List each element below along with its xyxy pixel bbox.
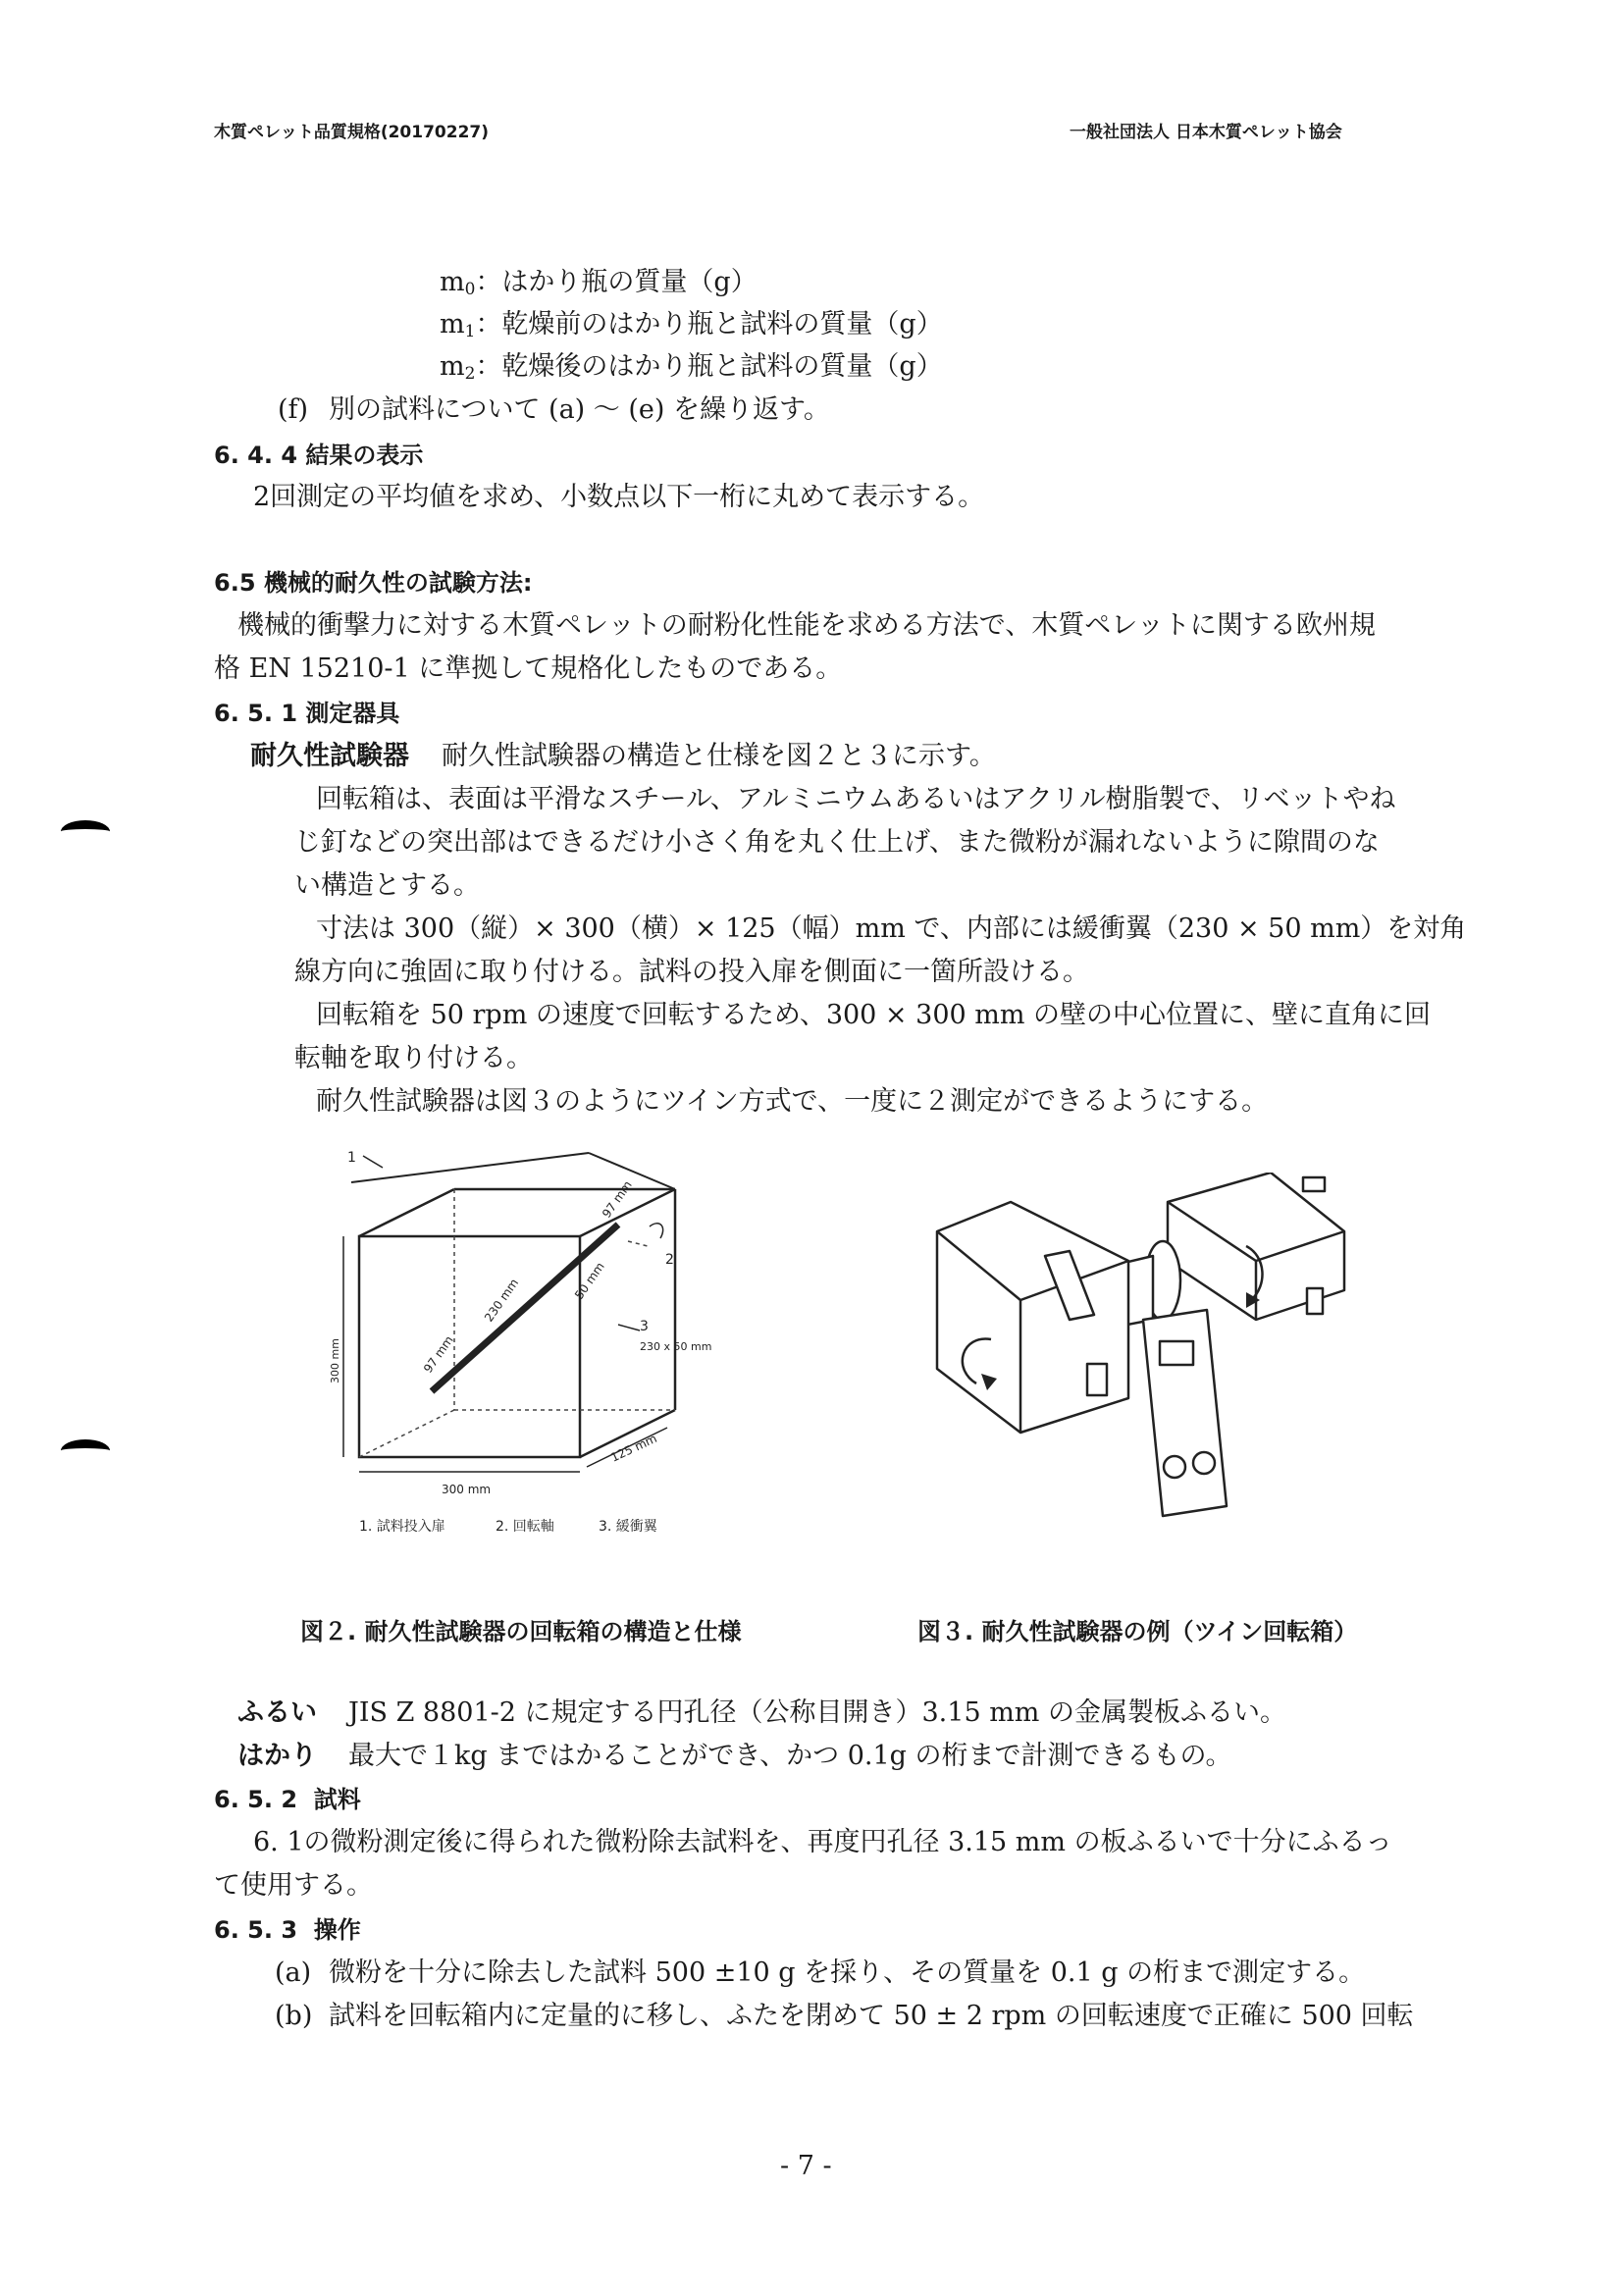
para3-line1: 回転箱を 50 rpm の速度で回転するため、300 × 300 mm の壁の中心位置に、壁に直角に回: [316, 1000, 1432, 1030]
latch: [1307, 1288, 1323, 1314]
balance-text: 最大で１kg まではかることができ、かつ 0.1g の桁まで計測できるもの。: [348, 1741, 1232, 1771]
axle-line: [628, 1241, 648, 1246]
para1-line2: じ釘などの突出部はできるだけ小さく角を丸く仕上げ、また微粉が漏れないように隙間のな: [294, 827, 1380, 858]
latch: [1087, 1364, 1107, 1395]
section-65-line2: 格 EN 15210-1 に準拠して規格化したものである。: [214, 653, 843, 684]
section-65-heading: 6.5 機械的耐久性の試験方法:: [214, 569, 533, 597]
para1-line1: 回転箱は、表面は平滑なスチール、アルミニウムあるいはアクリル樹脂製で、リベットやね: [316, 784, 1396, 814]
label-50mm: 50 mm: [571, 1259, 607, 1302]
baffle-plate: [432, 1225, 618, 1391]
section-644-body: 2回測定の平均値を求め、小数点以下一桁に丸めて表示する。: [253, 482, 985, 512]
punch-hole-mark: [61, 820, 110, 843]
figure2-caption: 図２. 耐久性試験器の回転箱の構造と仕様: [300, 1618, 742, 1645]
label-baffle-size: 230 x 50 mm: [640, 1340, 712, 1353]
section-652-heading: 6. 5. 2 試料: [214, 1786, 361, 1813]
punch-hole-mark: [61, 1439, 110, 1462]
label-230mm: 230 mm: [481, 1276, 522, 1325]
page-number: - 7 -: [780, 2151, 832, 2181]
para4-line: 耐久性試験器は図３のようにツイン方式で、一度に２測定ができるようにする。: [316, 1086, 1269, 1117]
label-3: 3: [640, 1319, 649, 1334]
para2-line2: 線方向に強固に取り付ける。試料の投入扉を側面に一箇所設ける。: [294, 957, 1089, 987]
para1-line3: い構造とする。: [294, 870, 480, 901]
legend-1: 1. 試料投入扉: [359, 1519, 445, 1535]
balance-label: はかり: [237, 1741, 317, 1771]
label-300mm: 300 mm: [442, 1483, 492, 1496]
leader-1: [363, 1156, 383, 1168]
legend-3: 3. 緩衝翼: [599, 1519, 657, 1535]
para2-line1: 寸法は 300（縦）× 300（横）× 125（幅）mm で、内部には緩衝翼（230 × 50 mm）を対角: [316, 913, 1467, 944]
step-f-label: (f): [278, 394, 309, 425]
lid-door: [351, 1153, 589, 1182]
def-m1: $m_1$：乾燥前のはかり瓶と試料の質量（g）: [440, 309, 943, 341]
left-box: [937, 1202, 1128, 1433]
section-651-heading: 6. 5. 1 測定器具: [214, 700, 400, 727]
hidden-edge: [359, 1410, 454, 1457]
def-m2: $m_2$：乾燥後のはかり瓶と試料の質量（g）: [440, 351, 943, 384]
section-65-line1: 機械的衝撃力に対する木質ペレットの耐粉化性能を求める方法で、木質ペレットに関する欧州規: [237, 610, 1376, 641]
label-97mm-bottom: 97 mm: [420, 1332, 456, 1376]
display: [1160, 1341, 1193, 1365]
knob: [1193, 1452, 1215, 1474]
legend-2: 2. 回転軸: [496, 1519, 554, 1535]
knob: [1164, 1456, 1185, 1478]
figure2-diagram: [324, 1148, 726, 1540]
sieve-text: JIS Z 8801-2 に規定する円孔径（公称目開き）3.15 mm の金属製板ふるい。: [348, 1697, 1286, 1728]
label-125mm: 125 mm: [608, 1431, 659, 1465]
section-644-heading: 6. 4. 4 結果の表示: [214, 442, 424, 469]
header-right: 一般社団法人 日本木質ペレット協会: [1070, 123, 1342, 142]
leader-3: [618, 1325, 640, 1331]
header-left: 木質ペレット品質規格(20170227): [214, 123, 489, 142]
section-653-heading: 6. 5. 3 操作: [214, 1916, 361, 1944]
box-front-face: [359, 1236, 580, 1457]
step-a-text: 微粉を十分に除去した試料 500 ±10 g を採り、その質量を 0.1 g の桁まで測定する。: [329, 1957, 1366, 1988]
step-a-label: (a): [275, 1957, 312, 1988]
step-f-text: 別の試料について (a) 〜 (e) を繰り返す。: [329, 394, 830, 425]
def-m0: $m_0$：はかり瓶の質量（g）: [440, 267, 758, 299]
durability-tester-label: 耐久性試験器: [250, 741, 409, 771]
para3-line2: 転軸を取り付ける。: [294, 1043, 533, 1073]
label-1: 1: [347, 1150, 356, 1166]
figure3-drawing: [922, 1173, 1403, 1565]
figure3-caption: 図３. 耐久性試験器の例（ツイン回転箱）: [917, 1618, 1358, 1645]
sieve-label: ふるい: [237, 1697, 317, 1728]
lid-door: [589, 1153, 675, 1189]
section-652-line1: 6. 1の微粉測定後に得られた微粉除去試料を、再度円孔径 3.15 mm の板ふるいで十分にふるっ: [253, 1827, 1392, 1857]
label-300mm-vertical: 300 mm: [329, 1338, 341, 1383]
section-652-line2: て使用する。: [214, 1870, 373, 1901]
axis-arrow: [650, 1224, 663, 1238]
label-2: 2: [665, 1252, 674, 1268]
step-b-label: (b): [275, 2001, 313, 2031]
latch: [1303, 1177, 1325, 1191]
box-edge: [359, 1189, 454, 1236]
label-97mm-top: 97 mm: [599, 1177, 635, 1221]
step-b-text: 試料を回転箱内に定量的に移し、ふたを閉めて 50 ± 2 rpm の回転速度で正確に 500 回転: [329, 2001, 1414, 2031]
durability-tester-text: 耐久性試験器の構造と仕様を図２と３に示す。: [442, 741, 996, 771]
